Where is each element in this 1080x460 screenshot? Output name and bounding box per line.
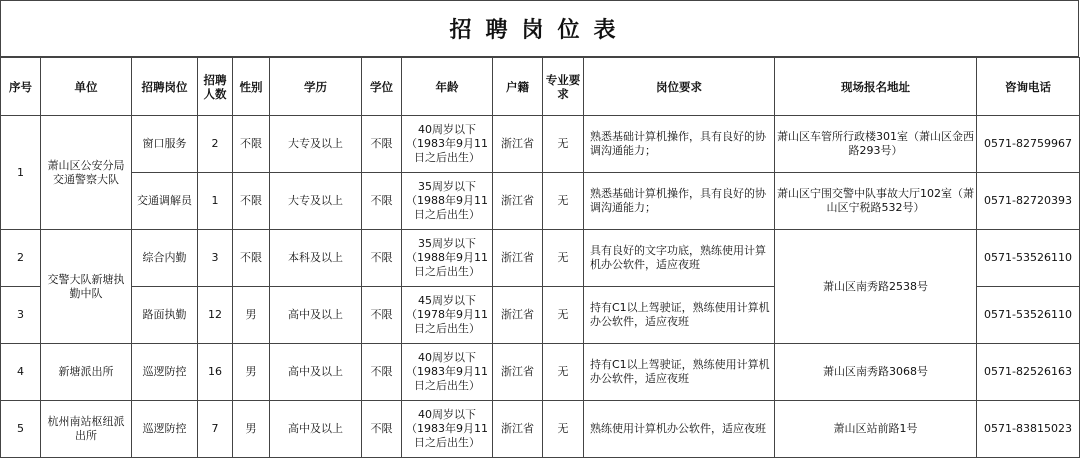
gender-cell: 不限 bbox=[233, 116, 270, 173]
address-cell: 萧山区站前路1号 bbox=[775, 401, 977, 458]
education-cell: 高中及以上 bbox=[270, 344, 362, 401]
seq-cell: 1 bbox=[1, 116, 41, 230]
gender-cell: 男 bbox=[233, 344, 270, 401]
major-cell: 无 bbox=[543, 116, 584, 173]
requirement-cell: 熟悉基础计算机操作，具有良好的协调沟通能力； bbox=[584, 173, 775, 230]
seq-cell: 4 bbox=[1, 344, 41, 401]
col-header-address: 现场报名地址 bbox=[775, 58, 977, 116]
phone-cell: 0571-53526110 bbox=[977, 287, 1080, 344]
count-cell: 12 bbox=[198, 287, 233, 344]
age-cell: 40周岁以下（1983年9月11日之后出生） bbox=[402, 401, 493, 458]
age-cell: 40周岁以下（1983年9月11日之后出生） bbox=[402, 344, 493, 401]
gender-cell: 男 bbox=[233, 287, 270, 344]
count-cell: 16 bbox=[198, 344, 233, 401]
seq-cell: 3 bbox=[1, 287, 41, 344]
age-cell: 40周岁以下（1983年9月11日之后出生） bbox=[402, 116, 493, 173]
count-cell: 2 bbox=[198, 116, 233, 173]
col-header-hukou: 户籍 bbox=[493, 58, 543, 116]
phone-cell: 0571-82759967 bbox=[977, 116, 1080, 173]
age-cell: 45周岁以下（1978年9月11日之后出生） bbox=[402, 287, 493, 344]
seq-cell: 5 bbox=[1, 401, 41, 458]
phone-cell: 0571-83815023 bbox=[977, 401, 1080, 458]
position-cell: 交通调解员 bbox=[132, 173, 198, 230]
address-cell: 萧山区南秀路3068号 bbox=[775, 344, 977, 401]
count-cell: 7 bbox=[198, 401, 233, 458]
hukou-cell: 浙江省 bbox=[493, 401, 543, 458]
age-cell: 35周岁以下（1988年9月11日之后出生） bbox=[402, 230, 493, 287]
col-header-seq: 序号 bbox=[1, 58, 41, 116]
table-row bbox=[1, 230, 1080, 287]
table-row bbox=[1, 344, 1080, 401]
hukou-cell: 浙江省 bbox=[493, 344, 543, 401]
phone-cell: 0571-82720393 bbox=[977, 173, 1080, 230]
hukou-cell: 浙江省 bbox=[493, 116, 543, 173]
age-cell: 35周岁以下（1988年9月11日之后出生） bbox=[402, 173, 493, 230]
col-header-major: 专业要求 bbox=[543, 58, 584, 116]
table-row bbox=[1, 116, 1080, 173]
recruitment-table bbox=[0, 57, 1080, 458]
page-title: 招聘岗位表 bbox=[0, 0, 1079, 57]
col-header-count: 招聘人数 bbox=[198, 58, 233, 116]
requirement-cell: 熟练使用计算机办公软件，适应夜班 bbox=[584, 401, 775, 458]
major-cell: 无 bbox=[543, 401, 584, 458]
education-cell: 高中及以上 bbox=[270, 401, 362, 458]
table-row bbox=[1, 401, 1080, 458]
position-cell: 路面执勤 bbox=[132, 287, 198, 344]
unit-cell: 交警大队新塘执勤中队 bbox=[41, 230, 132, 344]
degree-cell: 不限 bbox=[362, 344, 402, 401]
education-cell: 大专及以上 bbox=[270, 173, 362, 230]
major-cell: 无 bbox=[543, 230, 584, 287]
address-cell: 萧山区宁围交警中队事故大厅102室（萧山区宁税路532号） bbox=[775, 173, 977, 230]
unit-cell: 杭州南站枢纽派出所 bbox=[41, 401, 132, 458]
address-cell: 萧山区南秀路2538号 bbox=[775, 230, 977, 344]
requirement-cell: 持有C1以上驾驶证，熟练使用计算机办公软件，适应夜班 bbox=[584, 287, 775, 344]
gender-cell: 不限 bbox=[233, 173, 270, 230]
degree-cell: 不限 bbox=[362, 401, 402, 458]
header-row bbox=[1, 58, 1080, 116]
hukou-cell: 浙江省 bbox=[493, 173, 543, 230]
hukou-cell: 浙江省 bbox=[493, 230, 543, 287]
position-cell: 窗口服务 bbox=[132, 116, 198, 173]
col-header-requirement: 岗位要求 bbox=[584, 58, 775, 116]
education-cell: 大专及以上 bbox=[270, 116, 362, 173]
col-header-degree: 学位 bbox=[362, 58, 402, 116]
phone-cell: 0571-82526163 bbox=[977, 344, 1080, 401]
table-row bbox=[1, 173, 1080, 230]
degree-cell: 不限 bbox=[362, 287, 402, 344]
seq-cell: 2 bbox=[1, 230, 41, 287]
requirement-cell: 持有C1以上驾驶证，熟练使用计算机办公软件，适应夜班 bbox=[584, 344, 775, 401]
hukou-cell: 浙江省 bbox=[493, 287, 543, 344]
phone-cell: 0571-53526110 bbox=[977, 230, 1080, 287]
position-cell: 巡逻防控 bbox=[132, 401, 198, 458]
position-cell: 巡逻防控 bbox=[132, 344, 198, 401]
col-header-education: 学历 bbox=[270, 58, 362, 116]
degree-cell: 不限 bbox=[362, 116, 402, 173]
degree-cell: 不限 bbox=[362, 173, 402, 230]
gender-cell: 男 bbox=[233, 401, 270, 458]
education-cell: 高中及以上 bbox=[270, 287, 362, 344]
unit-cell: 萧山区公安分局交通警察大队 bbox=[41, 116, 132, 230]
col-header-age: 年龄 bbox=[402, 58, 493, 116]
education-cell: 本科及以上 bbox=[270, 230, 362, 287]
count-cell: 1 bbox=[198, 173, 233, 230]
major-cell: 无 bbox=[543, 173, 584, 230]
requirement-cell: 熟悉基础计算机操作，具有良好的协调沟通能力； bbox=[584, 116, 775, 173]
position-cell: 综合内勤 bbox=[132, 230, 198, 287]
count-cell: 3 bbox=[198, 230, 233, 287]
unit-cell: 新塘派出所 bbox=[41, 344, 132, 401]
col-header-phone: 咨询电话 bbox=[977, 58, 1080, 116]
requirement-cell: 具有良好的文字功底，熟练使用计算机办公软件，适应夜班 bbox=[584, 230, 775, 287]
col-header-unit: 单位 bbox=[41, 58, 132, 116]
major-cell: 无 bbox=[543, 344, 584, 401]
gender-cell: 不限 bbox=[233, 230, 270, 287]
address-cell: 萧山区车管所行政楼301室（萧山区金西路293号） bbox=[775, 116, 977, 173]
degree-cell: 不限 bbox=[362, 230, 402, 287]
col-header-position: 招聘岗位 bbox=[132, 58, 198, 116]
col-header-gender: 性别 bbox=[233, 58, 270, 116]
major-cell: 无 bbox=[543, 287, 584, 344]
